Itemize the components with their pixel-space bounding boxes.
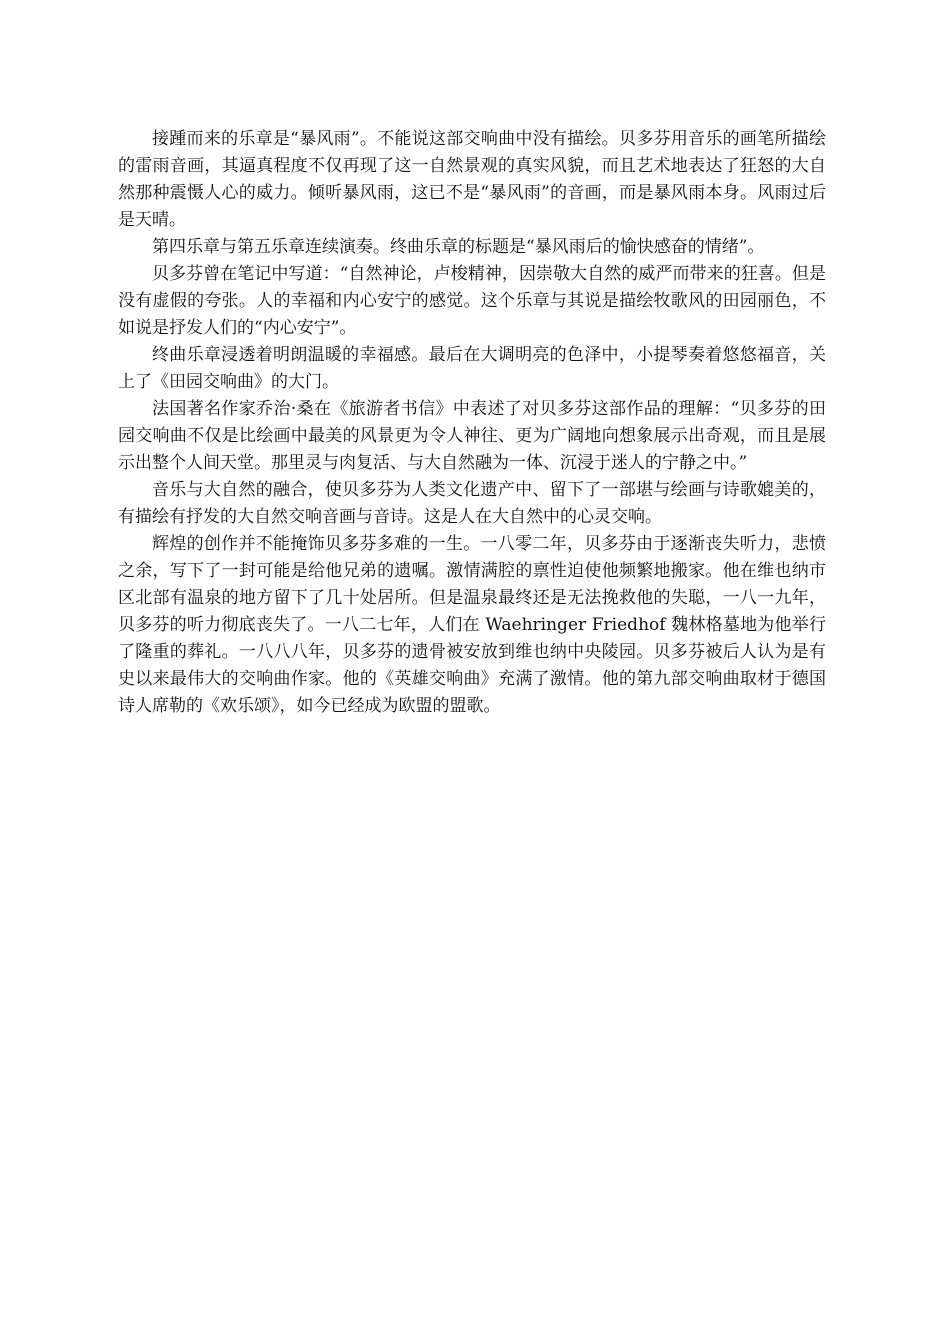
paragraph: 辉煌的创作并不能掩饰贝多芬多难的一生。一八零二年，贝多芬由于逐渐丧失听力，悲愤之余，写下了一封可能是给他兄弟的遗嘱。激情满腔的禀性迫使他频繁地搬家。他在维也纳市区北部有温泉的地方留下了几十处居所。但是温泉最终还是无法挽救他的失聪，一八一九年，贝多芬的听力彻底丧失了。一八二七年，人们在 Waehringer Friedhof 魏林格墓地为他举行了隆重的葬礼。一八八八年，贝多芬的遗骨被安放到维也纳中央陵园。贝多芬被后人认为是有史以来最伟大的交响曲作家。他的《英雄交响曲》充满了激情。他的第九部交响曲取材于德国诗人席勒的《欢乐颂》，如今已经成为欧盟的盟歌。 bbox=[118, 534, 826, 716]
paragraph: 接踵而来的乐章是“暴风雨”。不能说这部交响曲中没有描绘。贝多芬用音乐的画笔所描绘的雷雨音画，其逼真程度不仅再现了这一自然景观的真实风貌，而且艺术地表达了狂怒的大自然那种震慑人心的威力。倾听暴风雨，这已不是“暴风雨”的音画，而是暴风雨本身。风雨过后是天晴。 bbox=[118, 129, 826, 230]
paragraph: 音乐与大自然的融合，使贝多芬为人类文化遗产中、留下了一部堪与绘画与诗歌媲美的，有描绘有抒发的大自然交响音画与音诗。这是人在大自然中的心灵交响。 bbox=[118, 480, 826, 527]
document-body bbox=[118, 126, 826, 720]
paragraph: 第四乐章与第五乐章连续演奏。终曲乐章的标题是“暴风雨后的愉快感奋的情绪”。 bbox=[152, 237, 765, 257]
paragraph: 法国著名作家乔治·桑在《旅游者书信》中表述了对贝多芬这部作品的理解：“贝多芬的田园交响曲不仅是比绘画中最美的风景更为令人神往、更为广阔地向想象展示出奇观，而且是展示出整个人间天堂。那里灵与肉复活、与大自然融为一体、沉浸于迷人的宁静之中。” bbox=[118, 399, 826, 473]
paragraph: 终曲乐章浸透着明朗温暖的幸福感。最后在大调明亮的色泽中，小提琴奏着悠悠福音，关上了《田园交响曲》的大门。 bbox=[118, 345, 826, 392]
paragraph: 贝多芬曾在笔记中写道：“自然神论，卢梭精神，因崇敬大自然的威严而带来的狂喜。但是没有虚假的夸张。人的幸福和内心安宁的感觉。这个乐章与其说是描绘牧歌风的田园丽色，不如说是抒发人们的“内心安宁”。 bbox=[118, 264, 826, 338]
